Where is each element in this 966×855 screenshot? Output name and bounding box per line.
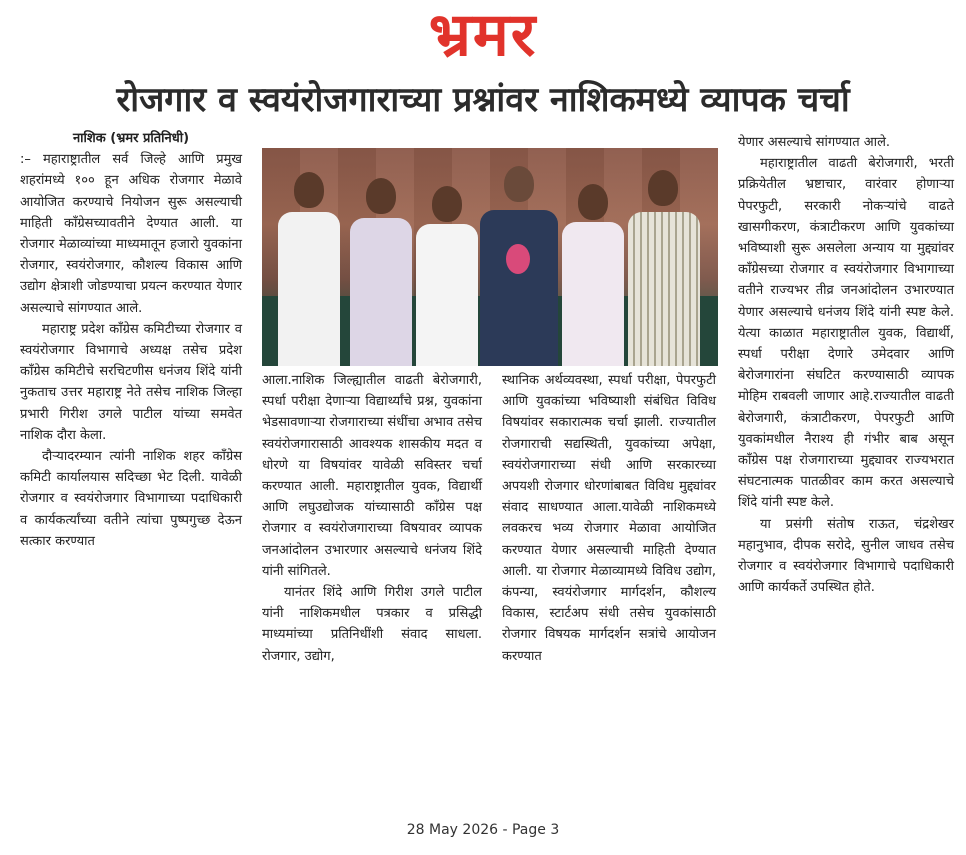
col2-para-1: आला.नाशिक जिल्ह्यातील वाढती बेरोजगारी, स्पर्धा परीक्षा देणाऱ्या विद्यार्थ्यांचे प्रश्न, युवकांना भेडसावणाऱ्या रोजगाराच्या संधींचा अभाव तसेच स्वयंरोजगारासाठी आवश्यक शासकीय मदत व धोरणे या विषयांवर यावेळी सविस्तर चर्चा करण्यात आली. महाराष्ट्रातील युवक, विद्यार्थी आणि लघुउद्योजक यांच्यासाठी काँग्रेस पक्ष रोजगार व स्वयंरोजगाराच्या विषयावर व्यापक जनआंदोलन उभारणार असल्याचे धनंजय शिंदे यांनी सांगितले. bbox=[262, 373, 482, 579]
col1-para-2: महाराष्ट्र प्रदेश काँग्रेस कमिटीच्या रोजगार व स्वयंरोजगार विभागाचे अध्यक्ष तसेच प्रदेश काँग्रेस कमिटीचे सरचिटणीस धनंजय शिंदे यांनी नुकताच उत्तर महाराष्ट्र नेते तसेच नाशिक जिल्हा प्रभारी गिरीश उगले पाटील यांच्या समवेत नाशिक दौरा केला. bbox=[20, 321, 242, 443]
column-2 bbox=[262, 370, 482, 667]
col2-para-2: यानंतर शिंदे आणि गिरीश उगले पाटील यांनी नाशिकमधील पत्रकार व प्रसिद्धी माध्यमांच्या प्रतिनिधींशी संवाद साधला. रोजगार, उद्योग, bbox=[262, 585, 482, 664]
masthead-logo: भ्रमर bbox=[428, 0, 538, 70]
column-1 bbox=[20, 128, 242, 552]
page-footer: 28 May 2026 - Page 3 bbox=[406, 822, 560, 838]
column-3 bbox=[502, 370, 716, 667]
column-4 bbox=[738, 132, 954, 598]
col4-para-2: महाराष्ट्रातील वाढती बेरोजगारी, भरती प्रक्रियेतील भ्रष्टाचार, वारंवार होणाऱ्या पेपरफुटी, सरकारी नोकऱ्यांचे वाढते खासगीकरण, कंत्राटीकरण आणि युवकांच्या भविष्याशी सुरू असलेला अन्याय या मुद्द्यांवर काँग्रेसच्या रोजगार व स्वयंरोजगार विभागाच्या वतीने राज्यभर तीव्र जनआंदोलन उभारण्यात येणार असल्याचे धनंजय शिंदे यांनी स्पष्ट केले. येत्या काळात महाराष्ट्रातील युवक, विद्यार्थी, स्पर्धा परीक्षा देणारे उमेदवार आणि बेरोजगारांना संघटित करण्यासाठी व्यापक मोहिम राबवली जाणार आहे.राज्यातील वाढती बेरोजगारी, कंत्राटीकरण, पेपरफुटी आणि युवकांमधील नैराश्य ही गंभीर बाब असून काँग्रेस पक्ष रोजगाराच्या मुद्द्यावर राज्यभरात संघटनात्मक पातळीवर काम करत असल्याचे शिंदे यांनी स्पष्ट केले. bbox=[738, 156, 954, 511]
col4-para-3: या प्रसंगी संतोष राऊत, चंद्रशेखर महानुभाव, दीपक सरोदे, सुनील जाधव तसेच रोजगार व स्वयंरोजगार विभागाचे पदाधिकारी आणि कार्यकर्ते उपस्थित होते. bbox=[738, 516, 954, 596]
col1-para-3: दौऱ्यादरम्यान त्यांनी नाशिक शहर काँग्रेस कमिटी कार्यालयास सदिच्छा भेट दिली. यावेळी रोजगार व स्वयंरोजगार विभागाच्या पदाधिकारी व कार्यकर्त्यांच्या वतीने त्यांचा पुष्पगुच्छ देऊन सत्कार करण्यात bbox=[20, 449, 242, 549]
dateline: नाशिक (भ्रमर प्रतिनिधी) bbox=[72, 131, 190, 146]
news-photo bbox=[262, 148, 718, 366]
col4-para-1: येणार असल्याचे सांगण्यात आले. bbox=[738, 135, 891, 150]
col3-para-1: स्थानिक अर्थव्यवस्था, स्पर्धा परीक्षा, पेपरफुटी आणि युवकांच्या भविष्याशी संबंधित विविध विषयांवर सकारात्मक चर्चा झाली. राज्यातील रोजगाराची सद्यस्थिती, युवकांच्या अपेक्षा, स्वयंरोजगाराच्या संधी आणि सरकारच्या अपयशी रोजगार धोरणांबाबत विविध मुद्द्यांवर संवाद साधण्यात आला.यावेळी नाशिकमध्ये लवकरच भव्य रोजगार मेळावा आयोजित करण्यात येणार असल्याची माहिती देण्यात आली. या रोजगार मेळाव्यामध्ये विविध उद्योग, कंपन्या, स्वयंरोजगार मार्गदर्शन, कौशल्य विकास, स्टार्टअप संधी तसेच युवकांसाठी रोजगार विषयक मार्गदर्शन सत्रांचे आयोजन करण्यात bbox=[502, 373, 716, 664]
headline: रोजगार व स्वयंरोजगाराच्या प्रश्नांवर नाशिकमध्ये व्यापक चर्चा bbox=[116, 80, 850, 120]
col1-para-1: :– महाराष्ट्रातील सर्व जिल्हे आणि प्रमुख शहरांमध्ये १०० हून अधिक रोजगार मेळावे आयोजित करण्याचे नियोजन सुरू असल्याची माहिती काँग्रेसच्यावतीने देण्यात आली. या रोजगार मेळाव्यांच्या माध्यमातून हजारो युवकांना रोजगार, स्वयंरोजगार, कौशल्य विकास आणि उद्योग क्षेत्राशी जोडण्याचा प्रयत्न करण्यात येणार असल्याचे सांगण्यात आले. bbox=[20, 152, 242, 316]
